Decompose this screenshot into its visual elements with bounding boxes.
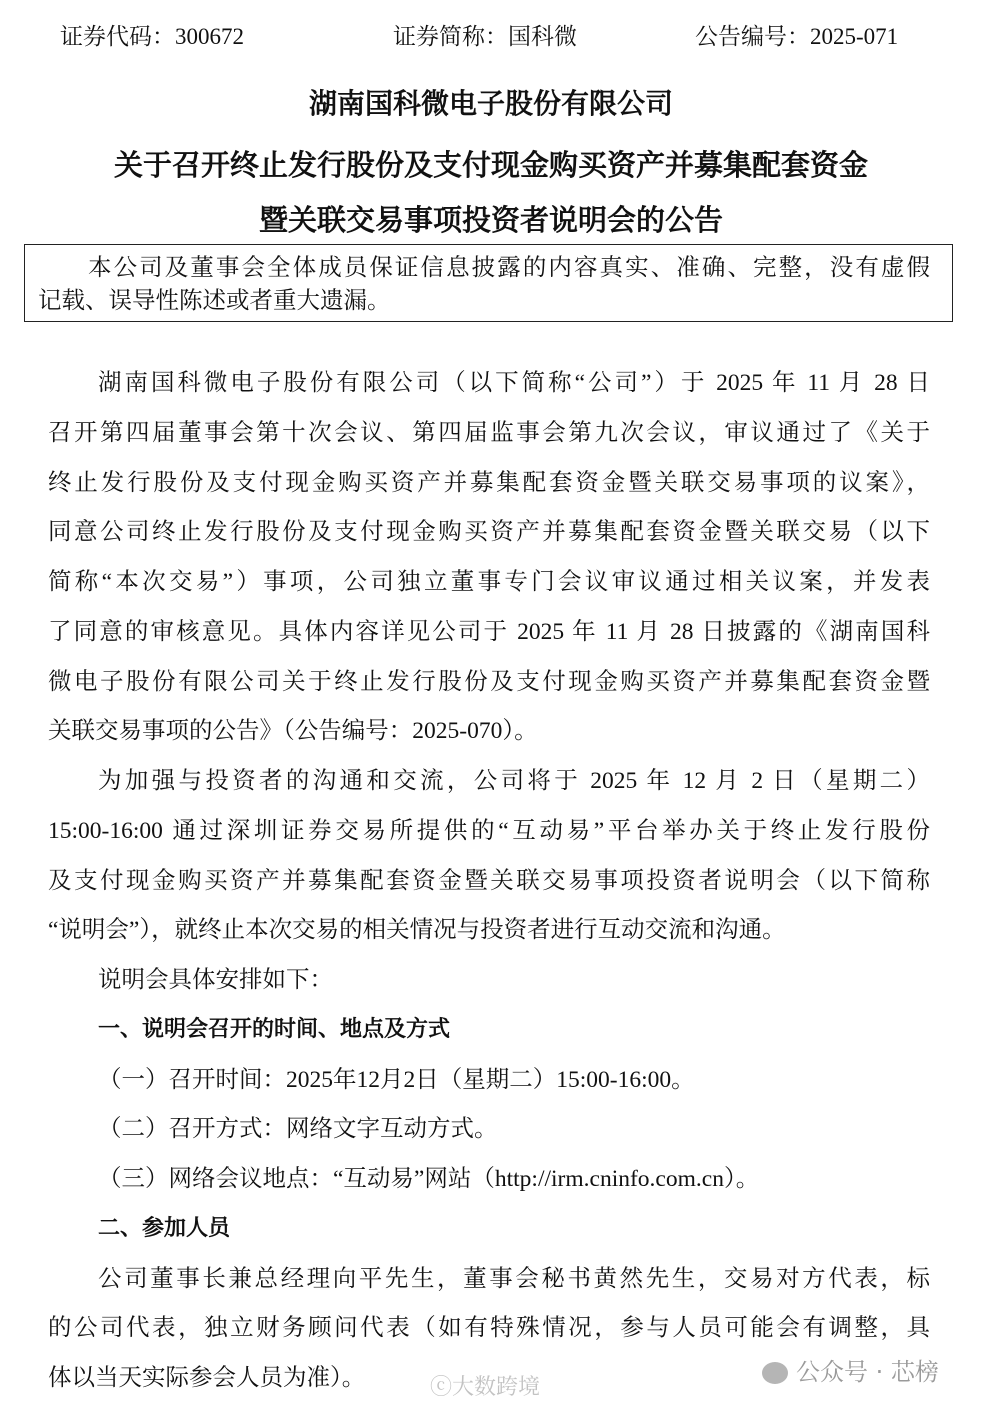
body-text-line: “说明会”），就终止本次交易的相关情况与投资者进行互动交流和沟通。 (48, 917, 786, 944)
body-text-line: 简称“本次交易”）事项，公司独立董事专门会议审议通过相关议案，并发表 (48, 569, 930, 595)
announcement-number: 公告编号：2025-071 (695, 24, 899, 49)
section-heading: 一、说明会召开的时间、地点及方式 (98, 1016, 451, 1042)
stock-code: 证券代码：300672 (60, 24, 244, 49)
body-text-line: 了同意的审核意见。具体内容详见公司于 2025 年 11 月 28 日披露的《湖南国科 (48, 618, 930, 645)
body-text-line: 的公司代表，独立财务顾问代表（如有特殊情况，参与人员可能会有调整，具 (48, 1315, 930, 1342)
watermark-left-text: 大数跨境 (452, 1375, 541, 1400)
watermark-right-text: 公众号 · 芯榜 (796, 1358, 939, 1386)
body-text-line: 体以当天实际参会人员为准）。 (48, 1365, 366, 1391)
logo-icon: ⓒ (430, 1375, 453, 1400)
wechat-icon (762, 1362, 788, 1384)
body-text-line: 公司董事长兼总经理向平先生，董事会秘书黄然先生，交易对方代表，标 (98, 1265, 930, 1292)
body-text-line: 湖南国科微电子股份有限公司（以下简称“公司”）于 2025 年 11 月 28 日 (98, 370, 930, 396)
statement-line: 本公司及董事会全体成员保证信息披露的内容真实、准确、完整，没有虚假 (88, 255, 930, 281)
body-text-line: 15:00-16:00 通过深圳证券交易所提供的“互动易”平台举办关于终止发行股份 (48, 817, 930, 844)
stock-short-name: 证券简称：国科微 (393, 24, 577, 49)
body-text-line: 微电子股份有限公司关于终止发行股份及支付现金购买资产并募集配套资金暨 (48, 668, 930, 695)
body-text-line: 召开第四届董事会第十次会议、第四届监事会第九次会议，审议通过了《关于 (48, 419, 930, 446)
body-text-line: 同意公司终止发行股份及支付现金购买资产并募集配套资金暨关联交易（以下 (48, 519, 930, 546)
body-text-line: （三）网络会议地点：“互动易”网站（http://irm.cninfo.com.cn）。 (98, 1166, 760, 1192)
body-text-line: 关联交易事项的公告》（公告编号：2025-070）。 (48, 718, 538, 745)
title-line-2: 暨关联交易事项投资者说明会的公告 (258, 203, 723, 237)
watermark-left (430, 1370, 540, 1401)
title-line-1: 关于召开终止发行股份及支付现金购买资产并募集配套资金 (113, 148, 868, 182)
body-text-line: 及支付现金购买资产并募集配套资金暨关联交易事项投资者说明会（以下简称 (48, 867, 930, 894)
statement-line: 记载、误导性陈述或者重大遗漏。 (38, 288, 391, 314)
body-text-line: （一）召开时间：2025年12月2日（星期二）15:00-16:00。 (98, 1066, 695, 1093)
company-name: 湖南国科微电子股份有限公司 (308, 87, 673, 120)
section-heading: 二、参加人员 (98, 1215, 231, 1241)
body-text-line: （二）召开方式：网络文字互动方式。 (98, 1116, 498, 1143)
body-text-line: 终止发行股份及支付现金购买资产并募集配套资金暨关联交易事项的议案》， (48, 469, 930, 496)
watermark-right (762, 1352, 939, 1387)
body-text-line: 为加强与投资者的沟通和交流，公司将于 2025 年 12 月 2 日（星期二） (98, 768, 930, 794)
body-text-line: 说明会具体安排如下： (98, 967, 333, 993)
